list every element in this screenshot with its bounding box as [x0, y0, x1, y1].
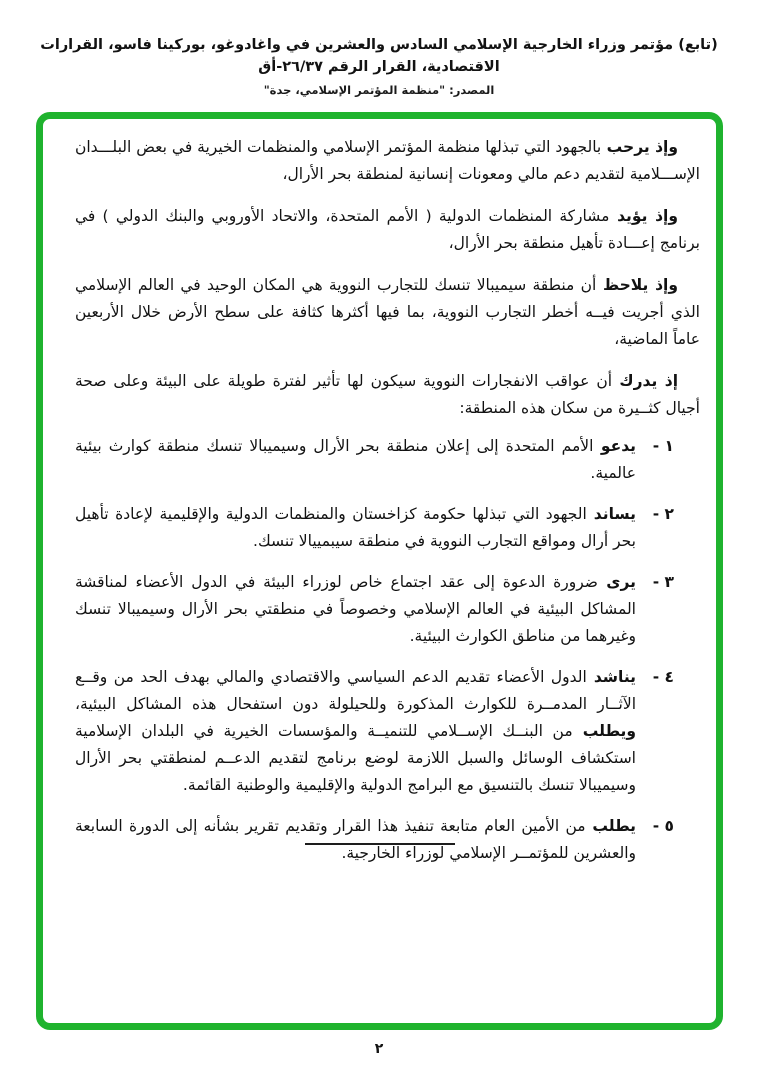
paragraph-text: الدول الأعضاء تقديم الدعم السياسي والاقتصادي والمالي بهدف الحد من وقــع الآثــار المدمــرة للكوارث المذكورة وللحيلولة دون استفحال هذه المشاكل البيئية، [75, 668, 636, 713]
item-number: ٤ - [652, 668, 674, 686]
list-item [75, 813, 674, 867]
list-item [75, 433, 674, 487]
paragraph-text: من الأمين العام متابعة تنفيذ هذا القرار وتقديم تقرير بشأنه إلى الدورة السابعة والعشرين للمؤتمــر الإسلامي لوزراء الخارجية. [75, 817, 636, 862]
paragraph-text: أن منطقة سيميبالا تنسك للتجارب النووية هي المكان الوحيد في العالم الإسلامي الذي أجريت فيــه أخطر التجارب النووية، بما فيها أكثرها كثافة على سطح الأرض خلال الأربعين عاماً الماضية، [75, 276, 700, 348]
page-number: ٢ [374, 1041, 384, 1057]
item-number: ١ - [652, 437, 674, 455]
list-item [75, 501, 674, 555]
paragraph-text: الأمم المتحدة إلى إعلان منطقة بحر الأرال وسيميبالا تنسك منطقة كوارث بيئية عالمية. [75, 437, 636, 482]
lead-word: وإذ يؤيد [609, 207, 678, 225]
list-item [75, 569, 674, 650]
paragraph [75, 203, 700, 257]
lead-word: وإذ يلاحظ [596, 276, 678, 294]
lead-word: ويطلب [572, 722, 636, 740]
list-item [75, 664, 674, 799]
header-title: (تابع) مؤتمر وزراء الخارجية الإسلامي السادس والعشرين في واغادوغو، بوركينا فاسو، القرارات الاقتصادية، القرار الرقم ٢٦/٣٧-أق [40, 37, 718, 75]
lead-word: وإذ يرحب [601, 138, 678, 156]
resolution-body [43, 119, 716, 867]
lead-word: يناشد [586, 668, 636, 686]
paragraph-text: الجهود التي تبذلها حكومة كزاخستان والمنظمات الدولية والإقليمية لإعادة تأهيل بحر أرال ومواقع التجارب النووية في منطقة سيبمييالا تنسك. [75, 505, 636, 550]
paragraph [75, 368, 700, 422]
paragraph [75, 134, 700, 188]
item-number: ٣ - [652, 573, 674, 591]
item-text [75, 813, 636, 867]
lead-word: يساند [586, 505, 636, 523]
lead-word: إذ يدرك [612, 372, 679, 390]
item-text [75, 501, 636, 555]
item-text [75, 569, 636, 650]
lead-word: يرى [597, 573, 636, 591]
lead-word: يدعو [593, 437, 636, 455]
paragraphs-container [75, 134, 700, 422]
resolution-list [75, 433, 700, 867]
page-header [0, 0, 758, 97]
paragraph-text: من البنــك الإســلامي للتنميــة والمؤسسات الخيرية في البلدان الإسلامية استكشاف الوسائل والسبل اللازمة لوضع برنامج لتقديم الدعــم لمنطقتي بحر الأرال وسيميبالا تنسك بالتنسيق مع البرامج الدولية والإقليمية والوطنية القائمة. [75, 722, 636, 794]
item-number: ٥ - [652, 817, 674, 835]
document-frame [36, 112, 723, 1030]
separator-line [305, 843, 455, 845]
lead-word: يطلب [585, 817, 636, 835]
paragraph-text: ضرورة الدعوة إلى عقد اجتماع خاص لوزراء البيئة في الدول الأعضاء لمناقشة المشاكل البيئية في العالم الإسلامي وخصوصاً في منطقتي بحر الأرال وسيميبالا تنسك وغيرهما من مناطق الكوارث البيئية. [75, 573, 636, 645]
item-text [75, 664, 636, 799]
paragraph-text: أن عواقب الانفجارات النووية سيكون لها تأثير لفترة طويلة على البيئة وعلى صحة أجيال كثــيرة من سكان هذه المنطقة: [75, 372, 700, 417]
header-source-line: المصدر: "منظمة المؤتمر الإسلامي، جدة" [263, 83, 495, 97]
paragraph-text: بالجهود التي تبذلها منظمة المؤتمر الإسلامي والمنظمات الخيرية في بعض البلـــدان الإســـلامية لتقديم دعم مالي ومعونات إنسانية لمنطقة بحر الأرال، [74, 138, 700, 183]
paragraph [75, 272, 700, 353]
item-text [75, 433, 636, 487]
item-number: ٢ - [652, 505, 674, 523]
paragraph-text: مشاركة المنظمات الدولية ( الأمم المتحدة، والاتحاد الأوروبي والبنك الدولي ) في برنامج إعـــادة تأهيل منطقة بحر الأرال، [75, 207, 700, 252]
